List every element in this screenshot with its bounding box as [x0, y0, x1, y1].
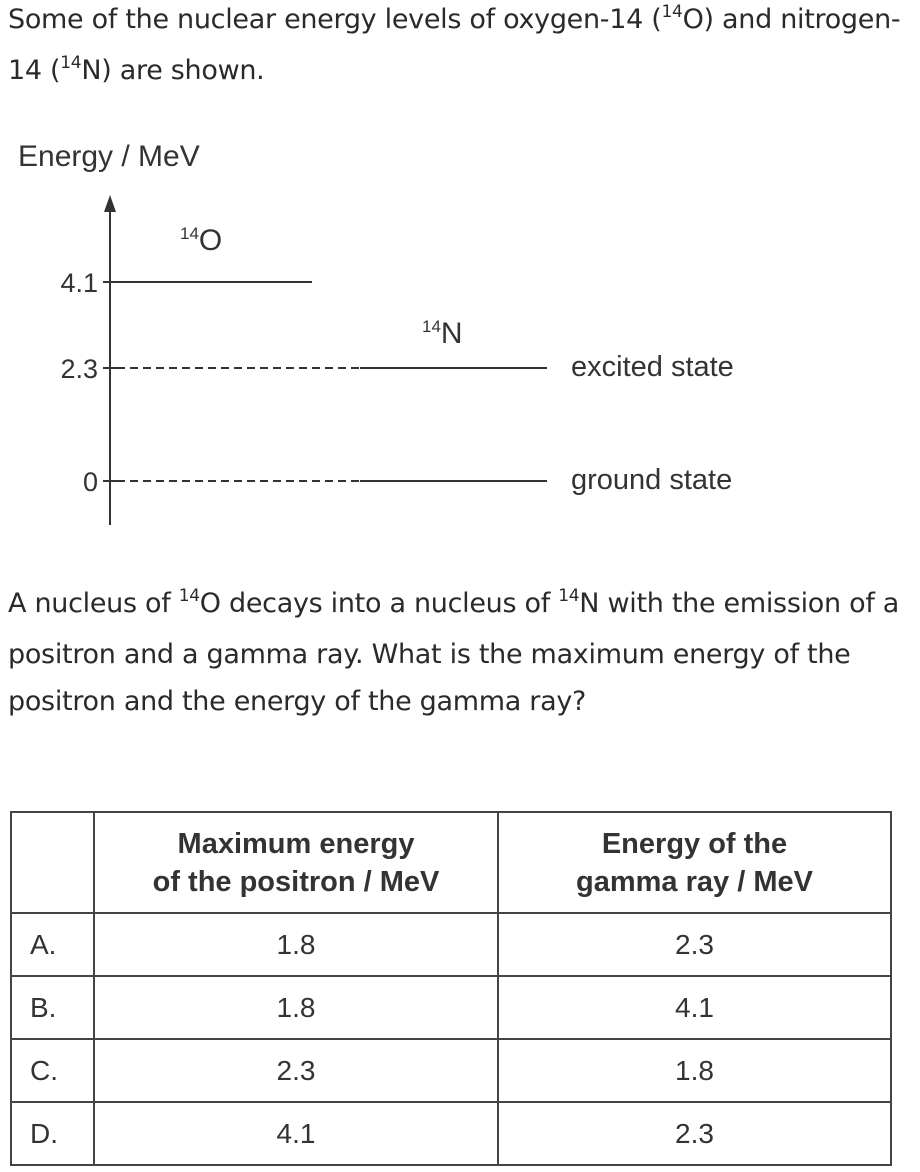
oxygen-label: $^{14}$O	[180, 224, 223, 257]
gamma-value: 4.1	[498, 976, 891, 1039]
header-empty	[11, 812, 94, 913]
table-row[interactable]	[11, 913, 891, 976]
question-paragraph	[8, 580, 913, 725]
option-letter: B.	[11, 976, 94, 1039]
positron-value: 1.8	[94, 976, 498, 1039]
positron-value: 4.1	[94, 1102, 498, 1165]
option-letter: A.	[11, 913, 94, 976]
option-letter: D.	[11, 1102, 94, 1165]
intro-paragraph	[8, 0, 913, 98]
gamma-value: 2.3	[498, 913, 891, 976]
tick-label-0: 0	[82, 467, 98, 497]
energy-level-diagram	[0, 120, 920, 540]
option-letter: C.	[11, 1039, 94, 1102]
gamma-value: 2.3	[498, 1102, 891, 1165]
question-oxygen-superscript: 14	[178, 586, 200, 606]
ground-state-label: ground state	[571, 464, 733, 496]
question-text-3: N with the emission of a positron and a gamma ray. What is the maximum energy of the positron and the energy of the gamma ray?	[8, 588, 900, 717]
table-row[interactable]	[11, 976, 891, 1039]
oxygen-superscript: 14	[661, 2, 683, 22]
nitrogen-label: $^{14}$N	[422, 317, 463, 350]
positron-value: 2.3	[94, 1039, 498, 1102]
gamma-value: 1.8	[498, 1039, 891, 1102]
table-row[interactable]	[11, 1039, 891, 1102]
axis-label: Energy / MeV	[18, 140, 200, 173]
positron-value: 1.8	[94, 913, 498, 976]
nitrogen-superscript: 14	[60, 53, 82, 73]
table-header-row	[11, 812, 891, 913]
intro-text-3: N) are shown.	[81, 55, 265, 86]
tick-label-2-3: 2.3	[60, 354, 98, 384]
excited-state-label: excited state	[571, 351, 734, 383]
header-gamma-energy: Energy of the gamma ray / MeV	[498, 812, 891, 913]
tick-label-4-1: 4.1	[60, 268, 98, 298]
question-text-1: A nucleus of	[8, 588, 179, 619]
intro-text-1: Some of the nuclear energy levels of oxygen-14 (	[8, 4, 662, 35]
question-text-2: O decays into a nucleus of	[199, 588, 559, 619]
table-row[interactable]	[11, 1102, 891, 1165]
header-positron-energy: Maximum energy of the positron / MeV	[94, 812, 498, 913]
axis-arrow-icon	[104, 195, 116, 212]
intro-text-2: O) and nitrogen-14 (	[8, 4, 901, 86]
question-nitrogen-superscript: 14	[558, 586, 580, 606]
answer-table	[10, 811, 892, 1166]
